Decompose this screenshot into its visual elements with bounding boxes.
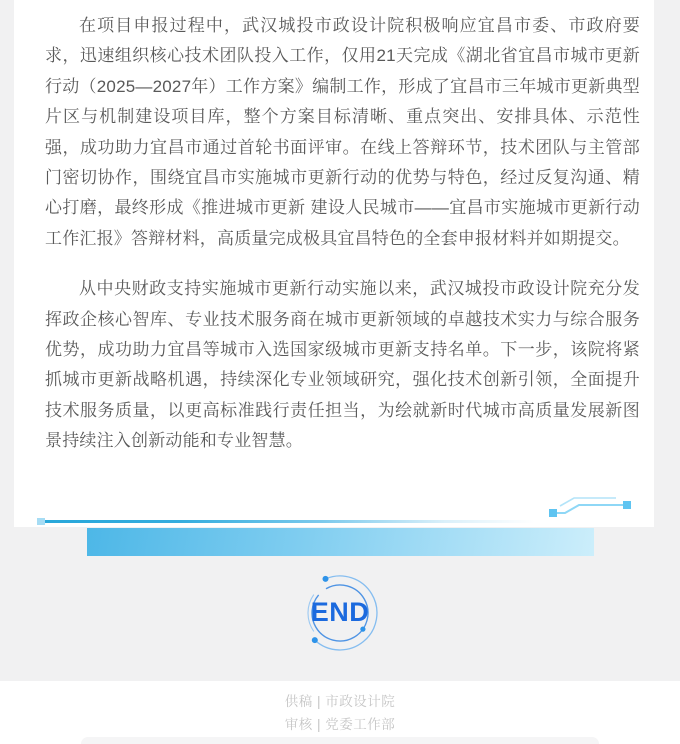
footer (0, 681, 680, 744)
next-section-strip (81, 737, 599, 744)
footer-credit-reviewer: 审核 | 党委工作部 (284, 717, 396, 732)
end-badge-label: END (310, 596, 370, 627)
gradient-divider-bar (87, 528, 594, 556)
end-badge (294, 567, 386, 659)
paragraph-1: 在项目申报过程中，武汉城投市政设计院积极响应宜昌市委、市政府要求，迅速组织核心技术团队投入工作，仅用21天完成《湖北省宜昌市城市更新行动（2025—2027年）工作方案》编制工作，形成了宜昌市三年城市更新典型片区与机制建设项目库，整个方案目标清晰、重点突出、安排具体、示范性强，成功助力宜昌市通过首轮书面评审。在线上答辩环节，技术团队与主管部门密切协作，围绕宜昌市实施城市更新行动的优势与特色，经过反复沟通、精心打磨，最终形成《推进城市更新 建设人民城市——宜昌市实施城市更新行动工作汇报》答辩材料，高质量完成极具宜昌特色的全套申报材料并如期提交。 (45, 16, 640, 248)
divider-line (40, 520, 602, 523)
article-body (14, 0, 654, 457)
paragraph-2: 从中央财政支持实施城市更新行动实施以来，武汉城投市政设计院充分发挥政企核心智库、专业技术服务商在城市更新领域的卓越技术实力与综合服务优势，成功助力宜昌等城市入选国家级城市更新支持名单。下一步，该院将紧抓城市更新战略机遇，持续深化专业领域研究，强化技术创新引领，全面提升技术服务质量，以更高标准践行责任担当，为绘就新时代城市高质量发展新图景持续注入创新动能和专业智慧。 (45, 279, 640, 451)
footer-credit-contributor: 供稿 | 市政设计院 (284, 694, 396, 709)
circuit-trace-icon (543, 487, 631, 519)
article-card (14, 0, 654, 527)
